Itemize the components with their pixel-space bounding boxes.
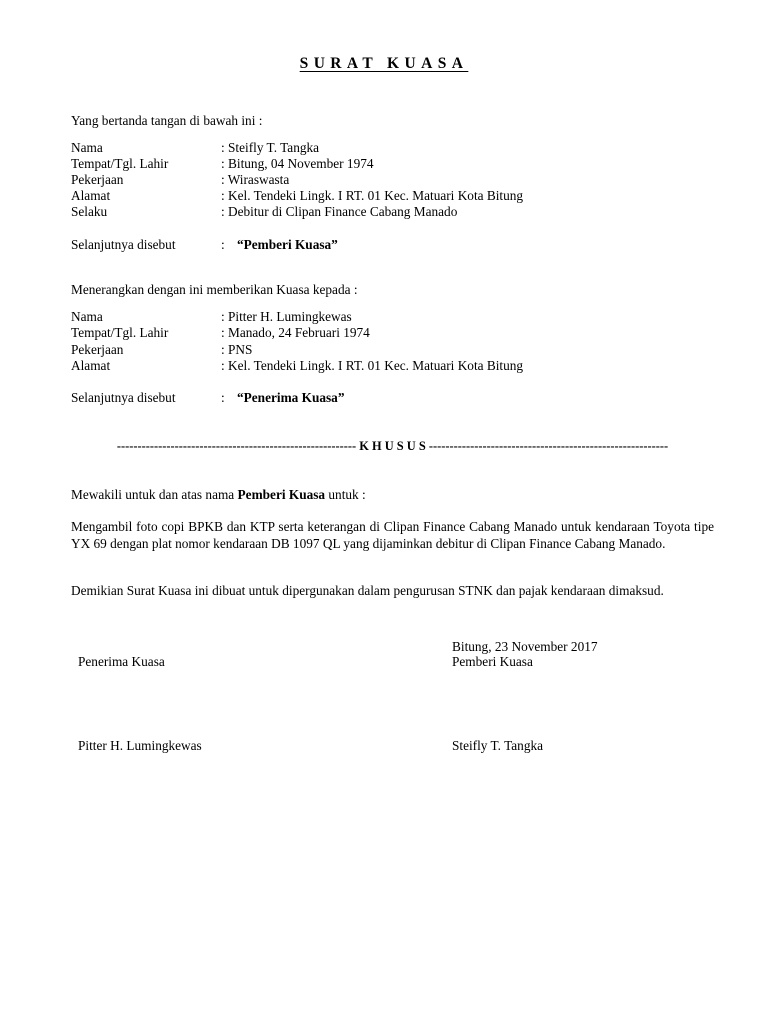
penerima-birth-value: : Manado, 24 Februari 1974 bbox=[221, 325, 370, 340]
penerima-alias-colon: : bbox=[221, 390, 225, 405]
penerima-address-value: : Kel. Tendeki Lingk. I RT. 01 Kec. Matuari Kota Bitung bbox=[221, 358, 524, 373]
penerima-name-label: Nama bbox=[71, 309, 103, 324]
pemberi-birth-label: Tempat/Tgl. Lahir bbox=[71, 156, 169, 171]
representing-prefix: Mewakili untuk dan atas nama bbox=[71, 487, 238, 502]
penerima-birth-label: Tempat/Tgl. Lahir bbox=[71, 325, 169, 340]
transfer-intro-text: Menerangkan dengan ini memberikan Kuasa kepada : bbox=[71, 282, 358, 297]
pemberi-address-label: Alamat bbox=[71, 188, 111, 203]
signature-place-date: Bitung, 23 November 2017 bbox=[452, 639, 598, 654]
intro-text: Yang bertanda tangan di bawah ini : bbox=[71, 113, 263, 128]
pemberi-name-value: : Steifly T. Tangka bbox=[221, 140, 320, 155]
penerima-address-label: Alamat bbox=[71, 358, 111, 373]
left-signer-role: Penerima Kuasa bbox=[78, 654, 165, 669]
khusus-divider: ---------------------------------------------------------- K H U S U S ---------------------------------------------------------- bbox=[116, 439, 669, 453]
left-signer-name: Pitter H. Lumingkewas bbox=[78, 738, 202, 753]
pemberi-job-label: Pekerjaan bbox=[71, 172, 124, 187]
penerima-alias-label: Selanjutnya disebut bbox=[71, 390, 176, 405]
pemberi-alias-value: “Pemberi Kuasa” bbox=[237, 237, 338, 252]
penerima-job-label: Pekerjaan bbox=[71, 342, 124, 357]
pemberi-name-label: Nama bbox=[71, 140, 103, 155]
pemberi-role-label: Selaku bbox=[71, 204, 108, 219]
representing-line bbox=[71, 487, 366, 504]
closing-paragraph: Demikian Surat Kuasa ini dibuat untuk dipergunakan dalam pengurusan STNK dan pajak kendaraan dimaksud. bbox=[71, 583, 664, 598]
body-paragraph: Mengambil foto copi BPKB dan KTP serta keterangan di Clipan Finance Cabang Manado untuk kendaraan Toyota tipe YX 69 dengan plat nomor kendaraan DB 1097 QL yang dijaminkan debitur di Clipan Finance Cabang Manado. bbox=[71, 519, 714, 551]
pemberi-address-value: : Kel. Tendeki Lingk. I RT. 01 Kec. Matuari Kota Bitung bbox=[221, 188, 524, 203]
pemberi-role-value: : Debitur di Clipan Finance Cabang Manado bbox=[221, 204, 458, 219]
right-signer-role: Pemberi Kuasa bbox=[452, 654, 533, 669]
representing-bold: Pemberi Kuasa bbox=[237, 487, 326, 502]
document-title: SURAT KUASA bbox=[299, 55, 469, 72]
penerima-name-value: : Pitter H. Lumingkewas bbox=[221, 309, 352, 324]
pemberi-birth-value: : Bitung, 04 November 1974 bbox=[221, 156, 374, 171]
penerima-job-value: : PNS bbox=[221, 342, 253, 357]
penerima-alias-value: “Penerima Kuasa” bbox=[237, 390, 345, 405]
pemberi-job-value: : Wiraswasta bbox=[221, 172, 290, 187]
representing-suffix: untuk : bbox=[325, 487, 366, 502]
pemberi-alias-colon: : bbox=[221, 237, 225, 252]
pemberi-alias-label: Selanjutnya disebut bbox=[71, 237, 176, 252]
right-signer-name: Steifly T. Tangka bbox=[452, 738, 544, 753]
